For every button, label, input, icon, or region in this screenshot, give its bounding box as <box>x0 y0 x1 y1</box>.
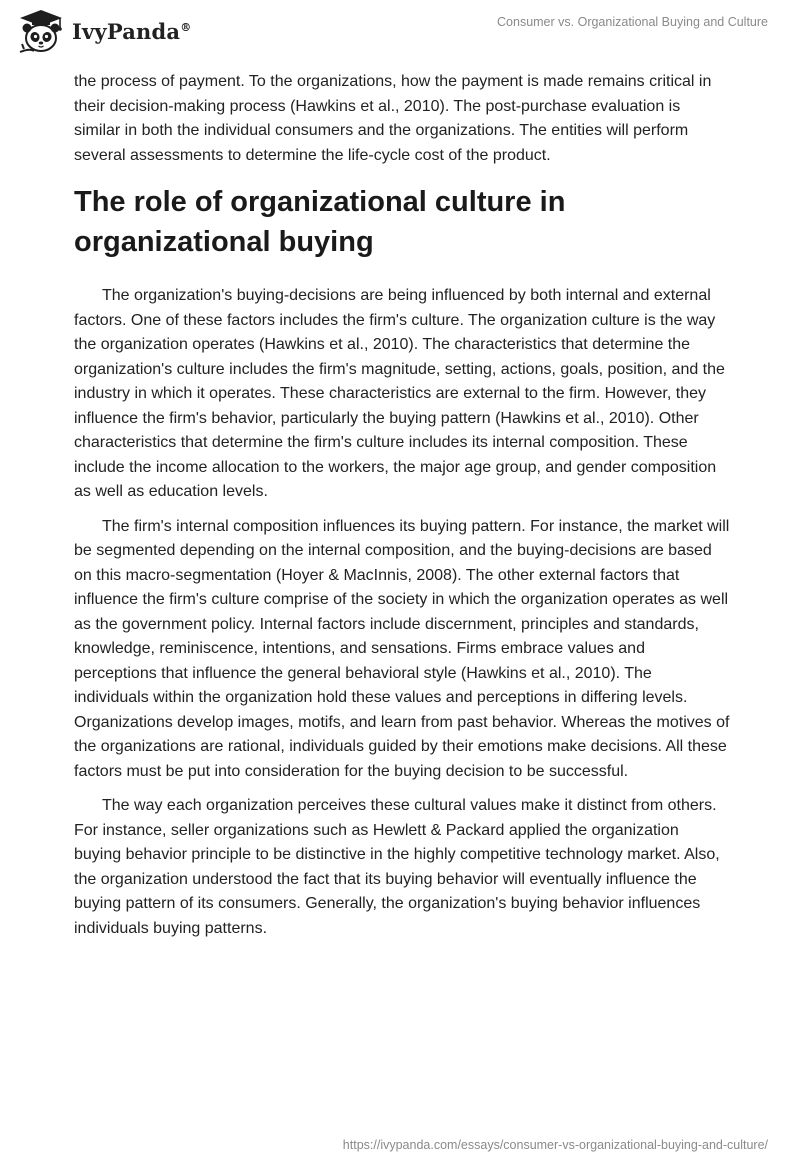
source-url[interactable]: https://ivypanda.com/essays/consumer-vs-organizational-buying-and-culture/ <box>342 1138 768 1152</box>
essay-content <box>74 70 730 951</box>
document-title: Consumer vs. Organizational Buying and Culture <box>497 15 768 29</box>
body-paragraph-1: The organization's buying-decisions are being influenced by both internal and external factors. One of these factors includes the firm's culture. The organization culture is the way the organization operates (Hawkins et al., 2010). The characteristics that determine the organization's culture includes the firm's magnitude, setting, actions, goals, position, and the industry in which it operates. These characteristics are external to the firm. However, they influence the firm's behavior, particularly the buying pattern (Hawkins et al., 2010). Other characteristics that determine the firm's culture includes its internal composition. These include the income allocation to the workers, the major age group, and gender composition as well as education levels. <box>74 287 725 500</box>
body-paragraph-2: The firm's internal composition influences its buying pattern. For instance, the market will be segmented depending on the internal composition, and the buying-decisions are based on this macro-segmentation (Hoyer & MacInnis, 2008). The other external factors that influence the firm's culture comprise of the society in which the organization operates as well as the government policy. Internal factors include discernment, principles and standards, knowledge, reminiscence, intentions, and sensations. Firms embrace values and perceptions that influence the general behavioral style (Hawkins et al., 2010). The individuals within the organization hold these values and perceptions in differing levels. Organizations develop images, motifs, and learn from past behavior. Whereas the motives of the organizations are rational, individuals guided by their emotions make decisions. All these factors must be put into consideration for the buying decision to be successful. <box>74 517 730 780</box>
section-heading: The role of organizational culture in organizational buying <box>74 186 566 258</box>
ivypanda-logo[interactable] <box>16 8 191 54</box>
page-header <box>0 0 800 60</box>
registered-mark: ® <box>180 20 192 34</box>
panda-graduate-icon <box>16 8 66 54</box>
body-paragraph-3: The way each organization perceives these cultural values make it distinct from others. For instance, seller organizations such as Hewlett & Packard applied the organization buying behavior principle to be distinctive in the highly competitive technology market. Also, the organization understood the fact that its buying behavior will eventually influence the buying pattern of its consumers. Generally, the organization's buying behavior influences individuals buying patterns. <box>74 797 720 937</box>
intro-paragraph: the process of payment. To the organizations, how the payment is made remains critical in their decision-making process (Hawkins et al., 2010). The post-purchase evaluation is similar in both the individual consumers and the organizations. The entities will perform several assessments to determine the life-cycle cost of the product. <box>74 73 712 164</box>
logo-wordmark: IvyPanda® <box>72 18 192 44</box>
